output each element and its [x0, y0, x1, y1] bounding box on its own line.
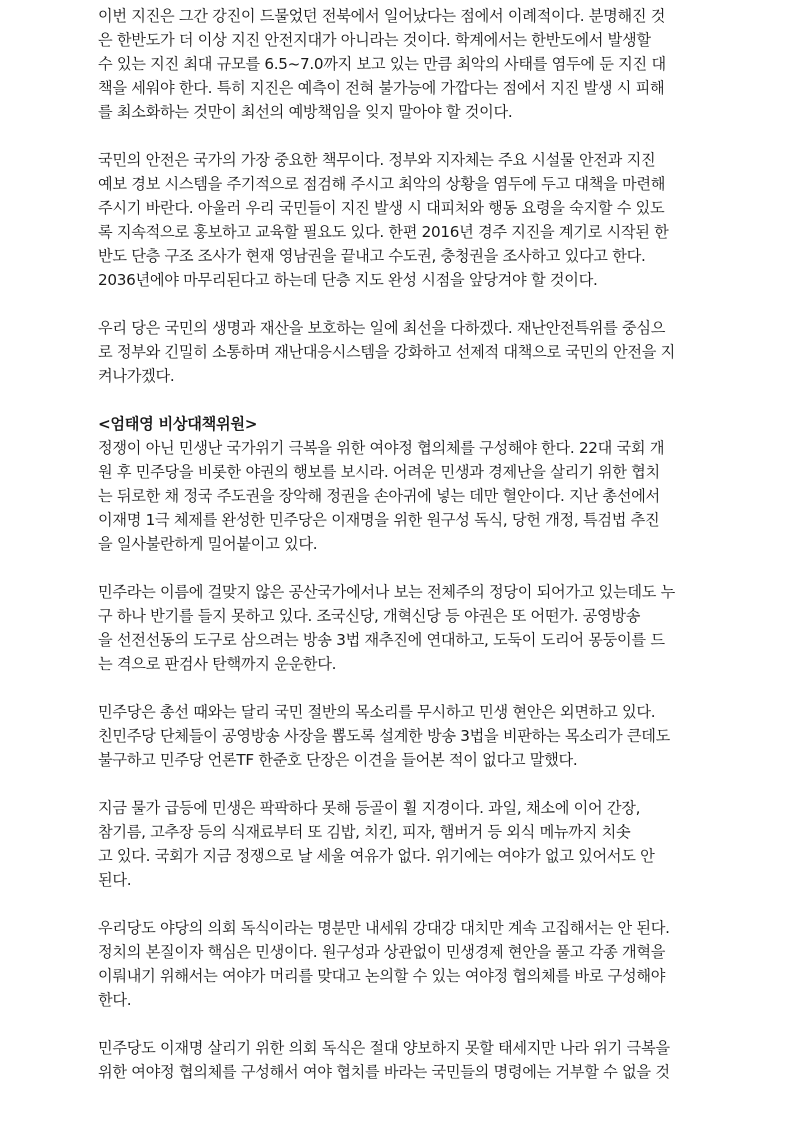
paragraph — [98, 316, 698, 388]
text-line: 는 격으로 판검사 탄핵까지 운운한다. — [98, 655, 337, 673]
text-line: 원 후 민주당을 비롯한 야권의 행보를 보시라. 어려운 민생과 경제난을 살리기 위한 협치 — [98, 463, 660, 481]
paragraph-spacer — [98, 772, 698, 796]
text-line: 록 지속적으로 홍보하고 교육할 필요도 있다. 한편 2016년 경주 지진을 계기로 시작된 한 — [98, 223, 669, 241]
text-line: 불구하고 민주당 언론TF 한준호 단장은 이견을 들어본 적이 없다고 말했다. — [98, 751, 578, 769]
text-line: 정쟁이 아닌 민생난 국가위기 극복을 위한 여야정 협의체를 구성해야 한다. 22대 국회 개 — [98, 439, 665, 457]
text-line: 책을 세워야 한다. 특히 지진은 예측이 전혀 불가능에 가깝다는 점에서 지진 발생 시 피해 — [98, 79, 665, 97]
paragraph — [98, 4, 698, 124]
text-line: 켜나가겠다. — [98, 367, 175, 385]
document-page — [98, 4, 698, 1084]
text-line: 우리 당은 국민의 생명과 재산을 보호하는 일에 최선을 다하겠다. 재난안전특위를 중심으 — [98, 319, 666, 337]
text-line: 은 한반도가 더 이상 지진 안전지대가 아니라는 것이다. 학계에서는 한반도에서 발생할 — [98, 31, 651, 49]
paragraph-spacer — [98, 124, 698, 148]
paragraph — [98, 1036, 698, 1084]
paragraph — [98, 916, 698, 1012]
paragraph-spacer — [98, 556, 698, 580]
text-line: 을 일사불란하게 밀어붙이고 있다. — [98, 535, 318, 553]
text-line: 고 있다. 국회가 지금 정쟁으로 날 세울 여유가 없다. 위기에는 여야가 없고 있어서도 안 — [98, 847, 655, 865]
paragraph-spacer — [98, 292, 698, 316]
text-line: 이재명 1극 체제를 완성한 민주당은 이재명을 위한 원구성 독식, 당헌 개정, 특검법 추진 — [98, 511, 660, 529]
section-heading: <엄태영 비상대책위원> — [98, 415, 258, 433]
text-line: 예보 경보 시스템을 주기적으로 점검해 주시고 최악의 상황을 염두에 두고 대책을 마련해 — [98, 175, 666, 193]
paragraph-spacer — [98, 388, 698, 412]
paragraph — [98, 148, 698, 292]
text-line: 는 뒤로한 채 정국 주도권을 장악해 정권을 손아귀에 넣는 데만 혈안이다. 지난 총선에서 — [98, 487, 660, 505]
paragraph-spacer — [98, 1012, 698, 1036]
paragraph-spacer — [98, 892, 698, 916]
text-line: 구 하나 반기를 들지 못하고 있다. 조국신당, 개혁신당 등 야권은 또 어떤가. 공영방송 — [98, 607, 641, 625]
text-line: 된다. — [98, 871, 132, 889]
text-line: 친민주당 단체들이 공영방송 사장을 뽑도록 설계한 방송 3법을 비판하는 목소리가 큰데도 — [98, 727, 671, 745]
text-line: 우리당도 야당의 의회 독식이라는 명분만 내세워 강대강 대치만 계속 고집해서는 안 된다. — [98, 919, 670, 937]
paragraph-spacer — [98, 676, 698, 700]
text-line: 반도 단층 구조 조사가 현재 영남권을 끝내고 수도권, 충청권을 조사하고 있다고 한다. — [98, 247, 646, 265]
text-line: 로 정부와 긴밀히 소통하며 재난대응시스템을 강화하고 선제적 대책으로 국민의 안전을 지 — [98, 343, 676, 361]
text-line: 민주라는 이름에 걸맞지 않은 공산국가에서나 보는 전체주의 정당이 되어가고 있는데도 누 — [98, 583, 676, 601]
text-line: 민주당도 이재명 살리기 위한 의회 독식은 절대 양보하지 못할 태세지만 나라 위기 극복을 — [98, 1039, 670, 1057]
text-line: 한다. — [98, 991, 132, 1009]
text-line: 를 최소화하는 것만이 최선의 예방책임을 잊지 말아야 할 것이다. — [98, 103, 513, 121]
text-line: 위한 여야정 협의체를 구성해서 여야 협치를 바라는 국민들의 명령에는 거부할 수 없을 것 — [98, 1063, 670, 1081]
text-line: 2036년에야 마무리된다고 하는데 단층 지도 완성 시점을 앞당겨야 할 것이다. — [98, 271, 598, 289]
text-line: 을 선전선동의 도구로 삼으려는 방송 3법 재추진에 연대하고, 도둑이 도리어 몽둥이를 드 — [98, 631, 665, 649]
text-line: 민주당은 총선 때와는 달리 국민 절반의 목소리를 무시하고 민생 현안은 외면하고 있다. — [98, 703, 656, 721]
paragraph — [98, 796, 698, 892]
paragraph — [98, 580, 698, 676]
text-line: 주시기 바란다. 아울러 우리 국민들이 지진 발생 시 대피처와 행동 요령을 숙지할 수 있도 — [98, 199, 665, 217]
text-line: 이뤄내기 위해서는 여야가 머리를 맞대고 논의할 수 있는 여야정 협의체를 바로 구성해야 — [98, 967, 666, 985]
paragraph — [98, 412, 698, 556]
text-line: 참기름, 고추장 등의 식재료부터 또 김밥, 치킨, 피자, 햄버거 등 외식 메뉴까지 치솟 — [98, 823, 631, 841]
text-line: 지금 물가 급등에 민생은 팍팍하다 못해 등골이 휠 지경이다. 과일, 채소에 이어 간장, — [98, 799, 641, 817]
paragraph — [98, 700, 698, 772]
text-line: 수 있는 지진 최대 규모를 6.5~7.0까지 보고 있는 만큼 최악의 사태를 염두에 둔 지진 대 — [98, 55, 666, 73]
text-line: 국민의 안전은 국가의 가장 중요한 책무이다. 정부와 지자체는 주요 시설물 안전과 지진 — [98, 151, 656, 169]
text-line: 이번 지진은 그간 강진이 드물었던 전북에서 일어났다는 점에서 이례적이다. 분명해진 것 — [98, 7, 666, 25]
text-line: 정치의 본질이자 핵심은 민생이다. 원구성과 상관없이 민생경제 현안을 풀고 각종 개혁을 — [98, 943, 666, 961]
